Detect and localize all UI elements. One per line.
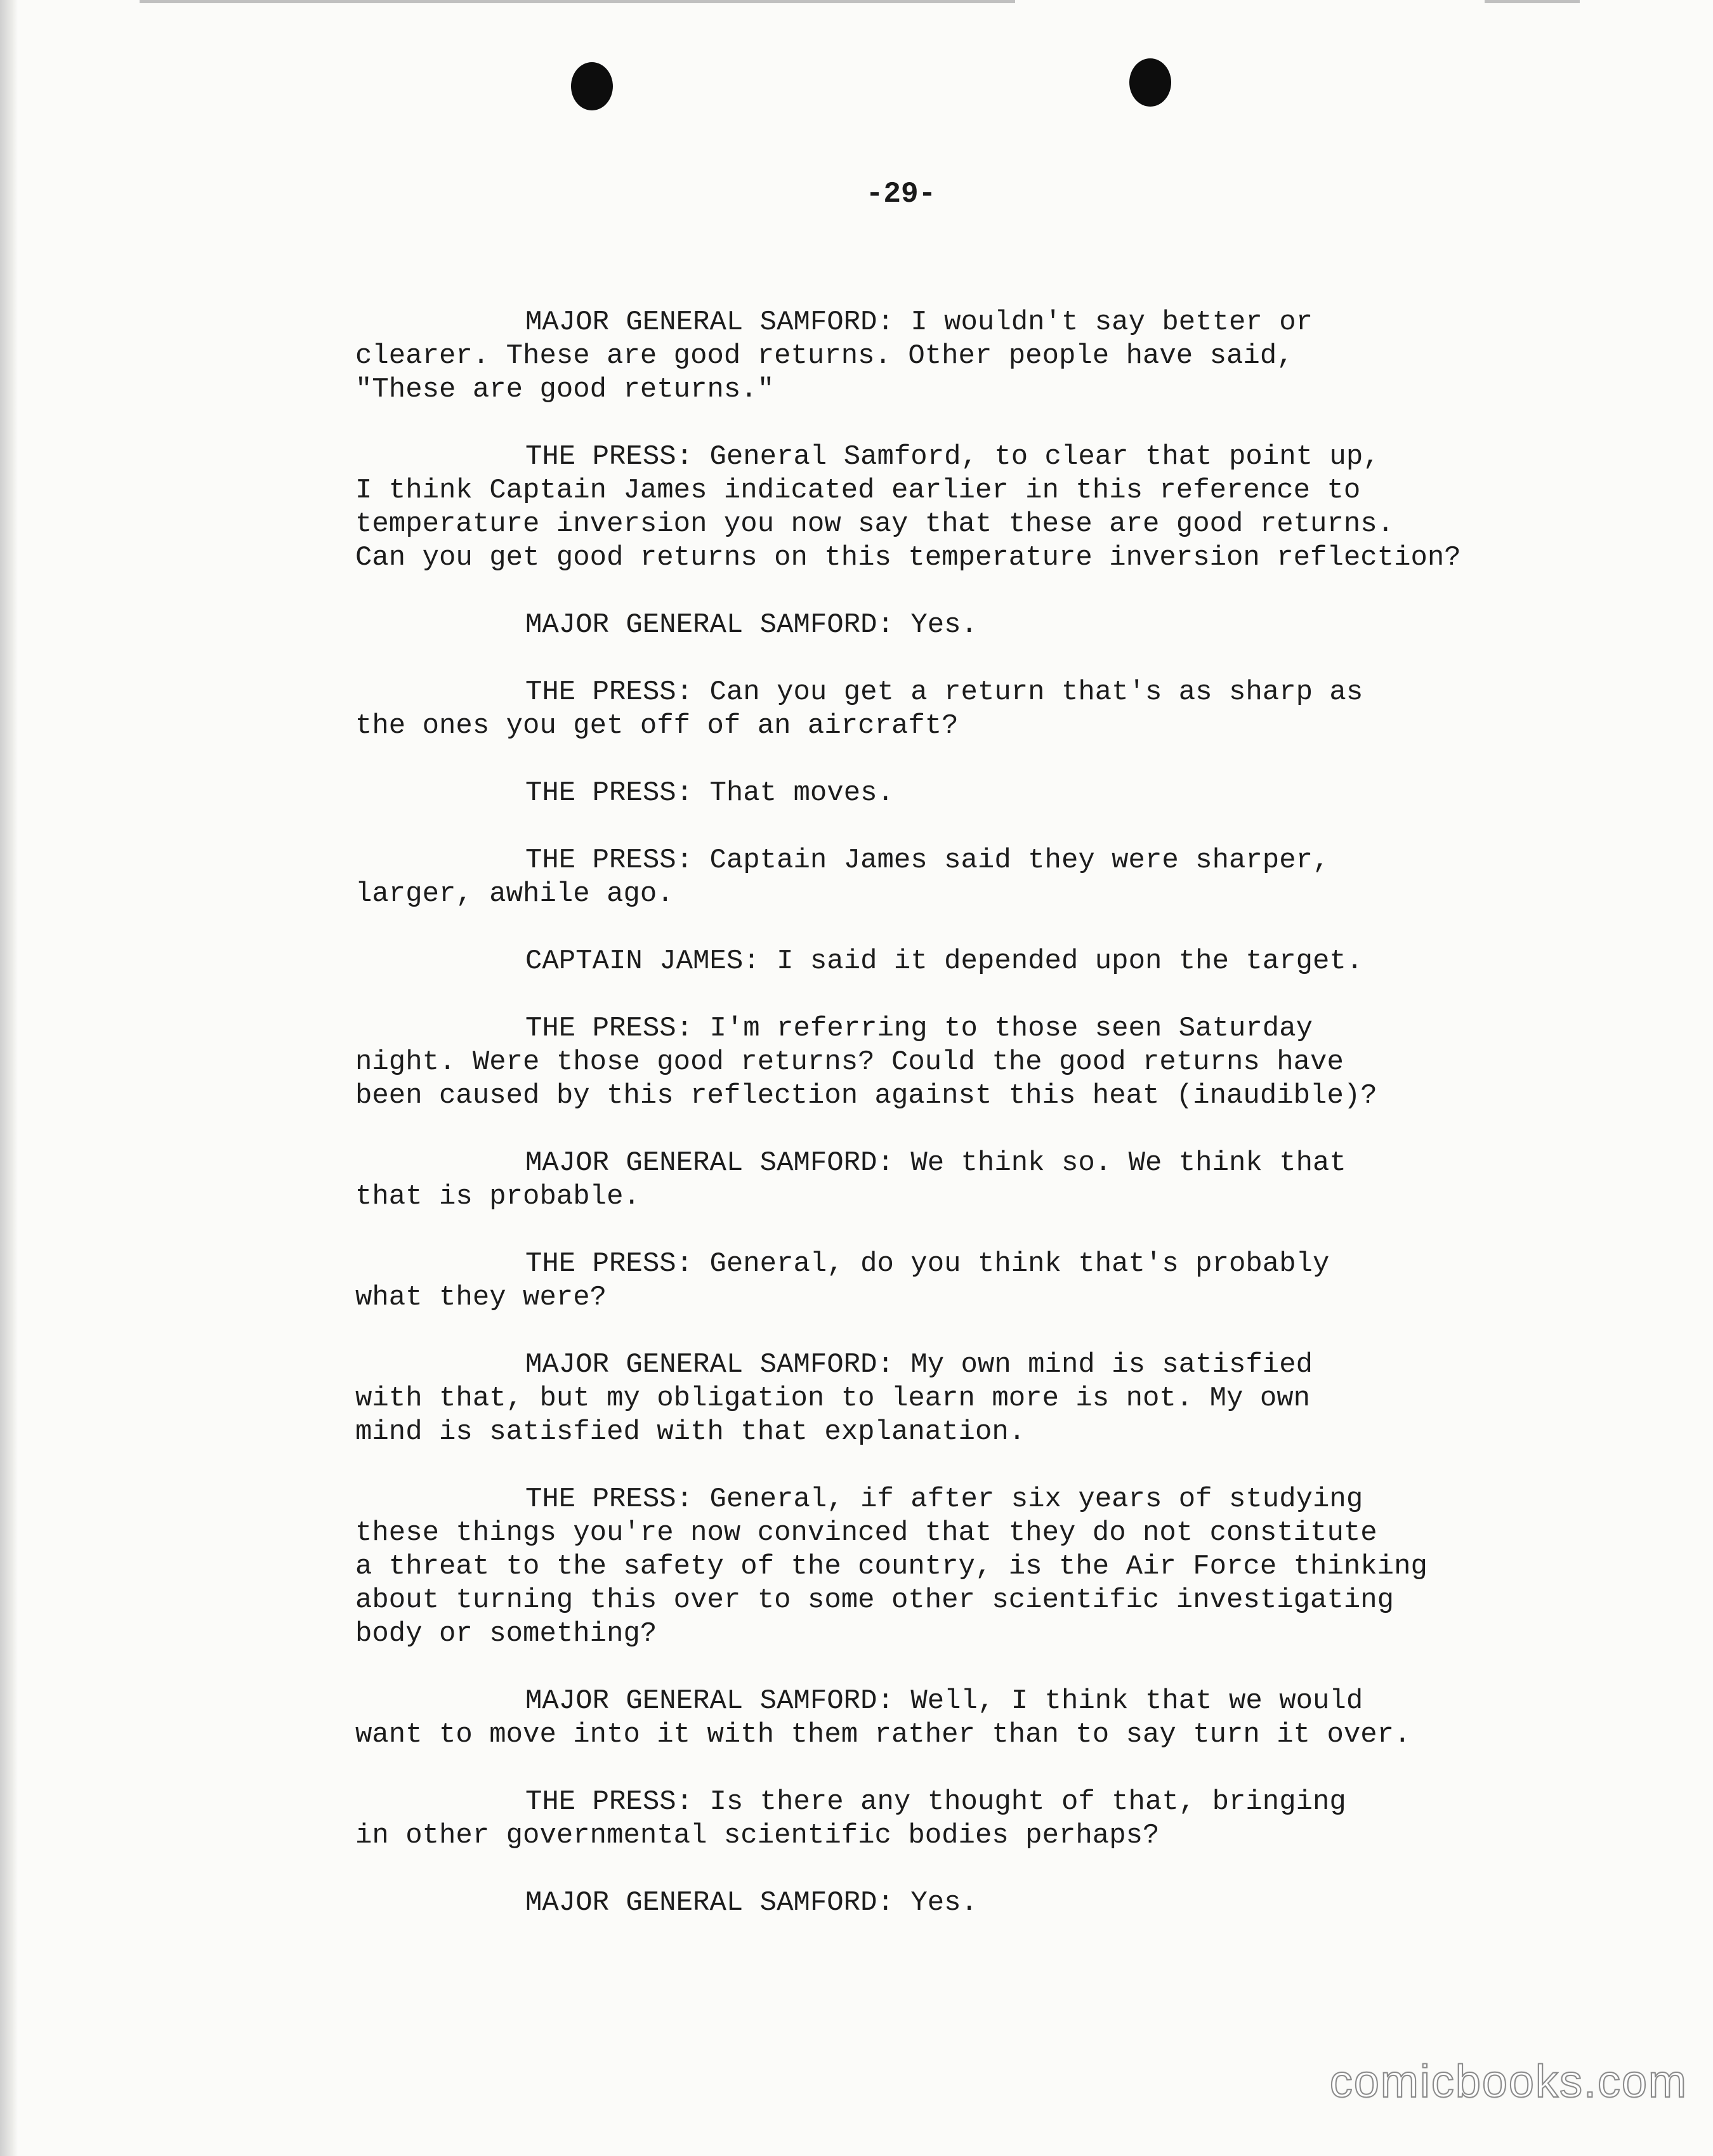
speaker-label: THE PRESS: [525, 676, 693, 708]
transcript-paragraph [355, 608, 1523, 642]
paragraph-first-line [355, 1348, 1523, 1382]
line-text: Can you get a return that's as sharp as [709, 676, 1363, 708]
speaker-label: THE PRESS: [525, 1013, 693, 1044]
paragraph-first-line [355, 1147, 1523, 1180]
line-text: My own mind is satisfied [910, 1349, 1313, 1381]
scan-edge [0, 0, 18, 2156]
speaker-label: MAJOR GENERAL SAMFORD: [525, 1349, 894, 1381]
speaker-label: THE PRESS: [525, 441, 693, 473]
line-text: I wouldn't say better or [910, 306, 1313, 338]
paragraph-first-line [355, 945, 1523, 978]
paragraph-line: these things you're now convinced that they do not constitute [355, 1517, 1377, 1549]
paragraph-line: clearer. These are good returns. Other people have said, [355, 340, 1294, 372]
transcript-paragraph [355, 1147, 1523, 1214]
paragraph-first-line [355, 777, 1523, 810]
paragraph-first-line [355, 1483, 1523, 1516]
paragraph-line: I think Captain James indicated earlier in this reference to [355, 475, 1361, 506]
paragraph-first-line [355, 1012, 1523, 1046]
paragraph-first-line [355, 306, 1523, 339]
paragraph-line: the ones you get off of an aircraft? [355, 710, 959, 742]
speaker-label: MAJOR GENERAL SAMFORD: [525, 1685, 894, 1717]
paragraph-line: want to move into it with them rather than to say turn it over. [355, 1719, 1411, 1751]
paragraph-line: night. Were those good returns? Could the good returns have [355, 1046, 1344, 1078]
paragraph-line: what they were? [355, 1282, 607, 1313]
punch-hole-left [571, 62, 613, 110]
paragraph-first-line [355, 1886, 1523, 1920]
paragraph-line: in other governmental scientific bodies perhaps? [355, 1820, 1160, 1851]
transcript-paragraph [355, 1886, 1523, 1920]
speaker-label: THE PRESS: [525, 1483, 693, 1515]
transcript-paragraph [355, 1348, 1523, 1449]
speaker-label: THE PRESS: [525, 1248, 693, 1280]
paragraph-line: been caused by this reflection against this heat (inaudible)? [355, 1080, 1377, 1112]
speaker-label: MAJOR GENERAL SAMFORD: [525, 1887, 894, 1919]
speaker-label: MAJOR GENERAL SAMFORD: [525, 306, 894, 338]
line-text: Yes. [910, 1887, 978, 1919]
paragraph-line: about turning this over to some other scientific investigating [355, 1584, 1395, 1616]
transcript-paragraph [355, 306, 1523, 407]
transcript-paragraph [355, 1247, 1523, 1315]
punch-hole-right [1129, 58, 1171, 107]
paragraph-line: body or something? [355, 1618, 657, 1650]
speaker-label: THE PRESS: [525, 845, 693, 876]
line-text: Yes. [910, 609, 978, 641]
transcript-paragraph [355, 945, 1523, 978]
paragraph-line: a threat to the safety of the country, is the Air Force thinking [355, 1551, 1428, 1582]
speaker-label: THE PRESS: [525, 1786, 693, 1818]
paragraph-line: with that, but my obligation to learn more is not. My own [355, 1383, 1311, 1414]
paragraph-line: that is probable. [355, 1181, 640, 1213]
transcript-paragraph [355, 777, 1523, 810]
paragraph-first-line [355, 1685, 1523, 1718]
line-text: Captain James said they were sharper, [709, 845, 1330, 876]
line-text: General Samford, to clear that point up, [709, 441, 1380, 473]
paragraph-first-line [355, 676, 1523, 709]
paragraph-first-line [355, 608, 1523, 642]
transcript-paragraph [355, 844, 1523, 911]
watermark: comicbooks.com [1329, 2056, 1688, 2107]
line-text: Is there any thought of that, bringing [709, 1786, 1346, 1818]
page-number: -29- [865, 178, 936, 211]
speaker-label: MAJOR GENERAL SAMFORD: [525, 1147, 894, 1179]
transcript-paragraph [355, 1785, 1523, 1853]
speaker-label: CAPTAIN JAMES: [525, 945, 760, 977]
line-text: I'm referring to those seen Saturday [709, 1013, 1313, 1044]
transcript-paragraph [355, 1012, 1523, 1113]
transcript-paragraph [355, 1483, 1523, 1651]
line-text: We think so. We think that [910, 1147, 1346, 1179]
transcript-body [355, 306, 1523, 1954]
paragraph-first-line [355, 844, 1523, 878]
line-text: I said it depended upon the target. [777, 945, 1363, 977]
paragraph-line: Can you get good returns on this temperature inversion reflection? [355, 542, 1461, 574]
transcript-paragraph [355, 1685, 1523, 1752]
speaker-label: MAJOR GENERAL SAMFORD: [525, 609, 894, 641]
paragraph-line: mind is satisfied with that explanation. [355, 1416, 1026, 1448]
line-text: General, do you think that's probably [709, 1248, 1330, 1280]
line-text: General, if after six years of studying [709, 1483, 1363, 1515]
paragraph-first-line [355, 1247, 1523, 1281]
line-text: Well, I think that we would [910, 1685, 1363, 1717]
paragraph-first-line [355, 1785, 1523, 1819]
transcript-paragraph [355, 676, 1523, 743]
paragraph-first-line [355, 440, 1523, 474]
scan-top-line [140, 0, 1015, 3]
scan-top-line-right [1485, 0, 1580, 3]
line-text: That moves. [709, 777, 894, 809]
transcript-paragraph [355, 440, 1523, 575]
paragraph-line: temperature inversion you now say that these are good returns. [355, 508, 1395, 540]
paragraph-line: "These are good returns." [355, 374, 775, 405]
paragraph-line: larger, awhile ago. [355, 878, 674, 910]
speaker-label: THE PRESS: [525, 777, 693, 809]
